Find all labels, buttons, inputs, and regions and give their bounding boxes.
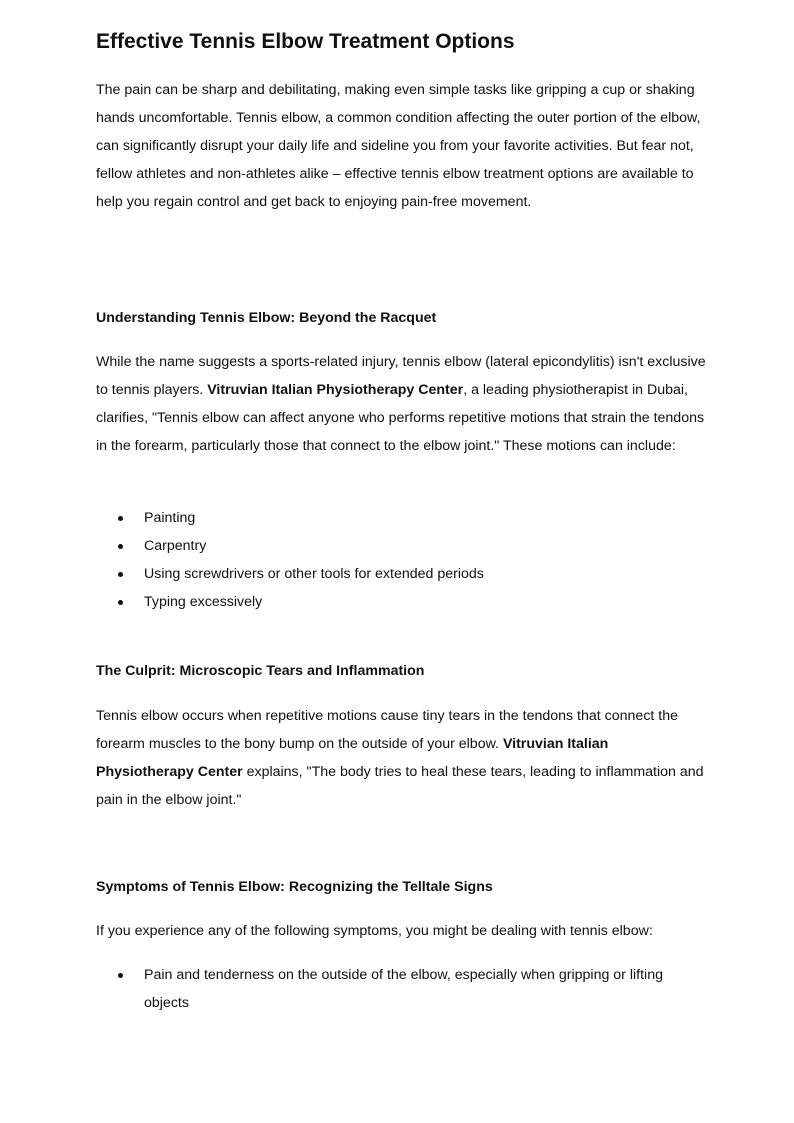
section-heading-understanding: Understanding Tennis Elbow: Beyond the Racquet (96, 310, 437, 326)
list-item-text: Pain and tenderness on the outside of the elbow, especially when gripping or lifting objects (144, 967, 663, 1011)
section-paragraph-understanding (96, 348, 706, 460)
bullet-icon (118, 973, 123, 978)
bullet-icon (118, 544, 123, 549)
list-item-text: Using screwdrivers or other tools for extended periods (144, 566, 484, 582)
activity-list (96, 504, 706, 616)
section-heading-culprit: The Culprit: Microscopic Tears and Inflammation (96, 663, 425, 679)
bullet-icon (118, 572, 123, 577)
bullet-icon (118, 516, 123, 521)
list-item (96, 504, 706, 532)
intro-paragraph: The pain can be sharp and debilitating, making even simple tasks like gripping a cup or shaking hands uncomfortable. Tennis elbow, a common condition affecting the outer portion of the elbow, can significantly disrupt your daily life and sideline you from your favorite activities. But fear not, fellow athletes and non-athletes alike – effective tennis elbow treatment options are available to help you regain control and get back to enjoying pain-free movement. (96, 82, 701, 210)
clinic-name: Vitruvian Italian Physiotherapy Center (96, 736, 609, 780)
symptom-list (96, 961, 706, 1017)
section-heading-symptoms: Symptoms of Tennis Elbow: Recognizing the Telltale Signs (96, 879, 493, 895)
list-item-text: Typing excessively (144, 594, 263, 610)
list-item-text: Carpentry (144, 538, 207, 554)
paragraph-text: While the name suggests a sports-related injury, tennis elbow (lateral epicondylitis) isn't exclusive to tennis players. (96, 354, 706, 398)
bullet-icon (118, 600, 123, 605)
list-item (96, 532, 706, 560)
paragraph-text: Tennis elbow occurs when repetitive motions cause tiny tears in the tendons that connect the forearm muscles to the bony bump on the outside of your elbow. (96, 708, 679, 752)
section-paragraph-culprit (96, 702, 706, 814)
paragraph-text: explains, "The body tries to heal these tears, leading to inflammation and pain in the elbow joint." (96, 764, 704, 808)
list-item (96, 961, 706, 1017)
clinic-name: Vitruvian Italian Physiotherapy Center (207, 382, 464, 398)
paragraph-text: , a leading physiotherapist in Dubai, clarifies, "Tennis elbow can affect anyone who performs repetitive motions that strain the tendons in the forearm, particularly those that connect to the elbow joint." These motions can include: (96, 382, 705, 454)
section-paragraph-symptoms: If you experience any of the following symptoms, you might be dealing with tennis elbow: (96, 923, 653, 939)
list-item-text: Painting (144, 510, 196, 526)
list-item (96, 588, 706, 616)
document-title: Effective Tennis Elbow Treatment Options (96, 30, 515, 53)
list-item (96, 560, 706, 588)
